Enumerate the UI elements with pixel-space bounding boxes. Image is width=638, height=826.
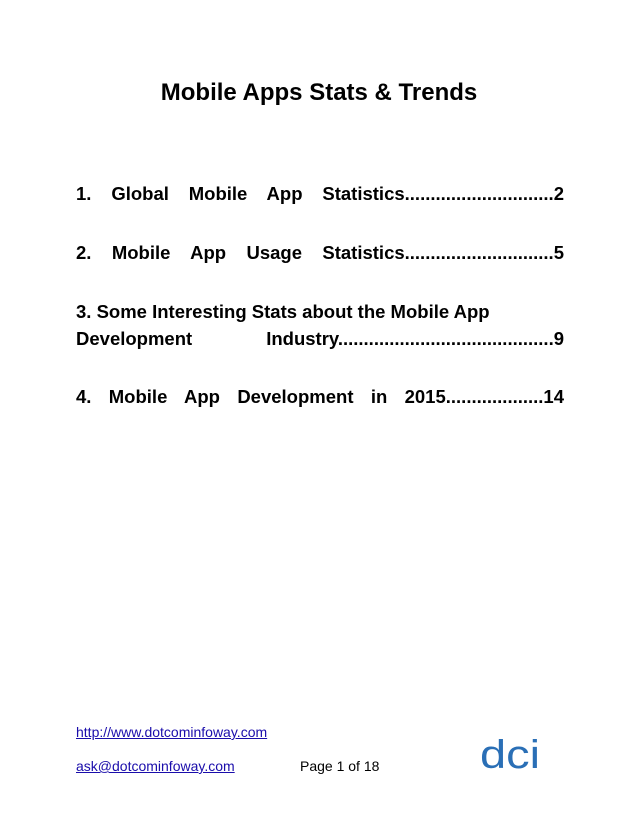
dci-logo: [480, 737, 542, 773]
toc-entry-global-mobile-app-statistics[interactable]: [76, 180, 564, 207]
page-number: Page 1 of 18: [300, 758, 380, 774]
toc-entry-line: 3. Some Interesting Stats about the Mobile App: [76, 301, 490, 322]
toc-entry-line: 1. Global Mobile App Statistics.............................2: [76, 183, 564, 204]
footer-email-link[interactable]: ask@dotcominfoway.com: [76, 758, 235, 774]
toc-entry-line: 4. Mobile App Development in 2015...................14: [76, 386, 564, 407]
toc-entry-line: Development Industry..........................................9: [76, 328, 564, 349]
toc-entry-mobile-app-development-2015[interactable]: [76, 383, 564, 410]
toc-entry-mobile-app-usage-statistics[interactable]: [76, 239, 564, 266]
logo-text: dci: [480, 737, 540, 773]
page-title: Mobile Apps Stats & Trends: [160, 79, 478, 106]
toc-entry-interesting-stats-development-industry[interactable]: [76, 298, 564, 352]
toc-entry-line: 2. Mobile App Usage Statistics.............................5: [76, 242, 564, 263]
footer-website-link[interactable]: http://www.dotcominfoway.com: [76, 724, 268, 740]
